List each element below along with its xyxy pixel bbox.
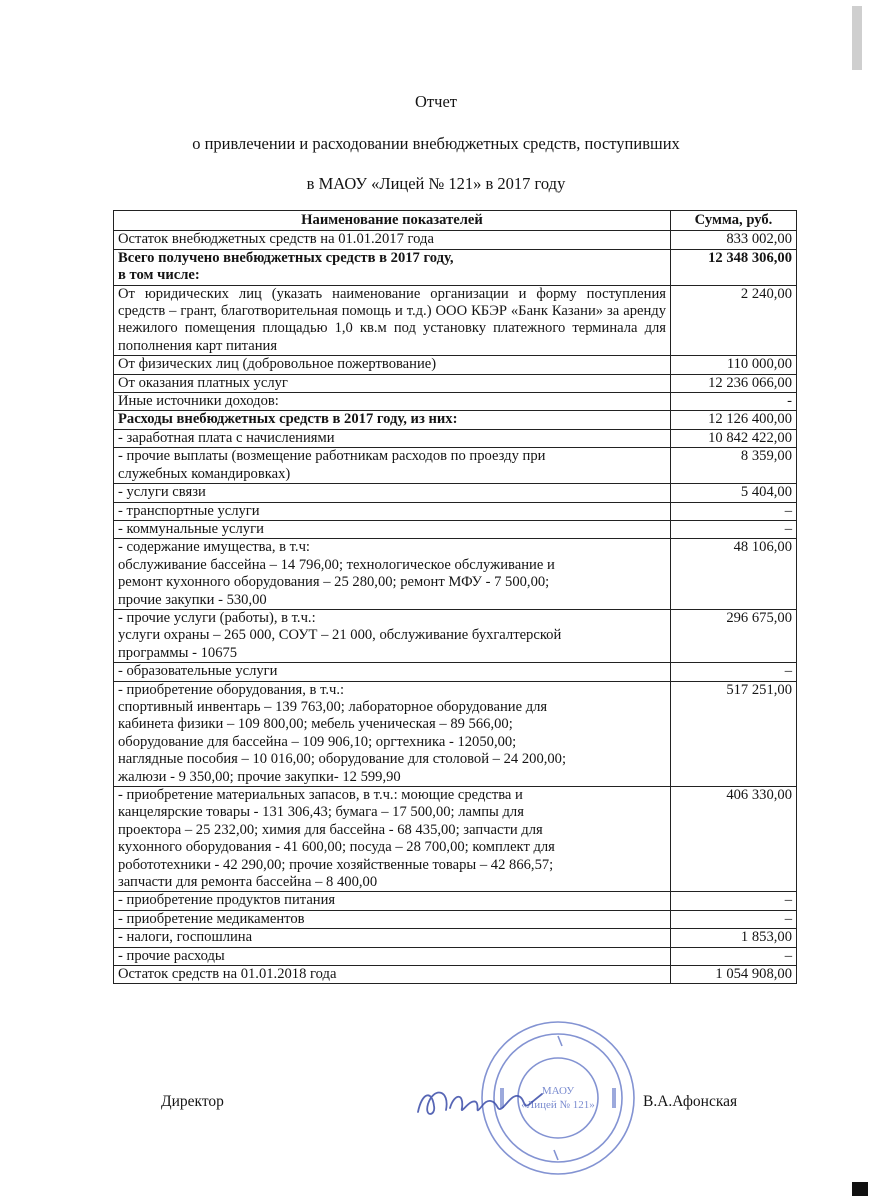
table-row [114, 663, 797, 681]
row-name: Остаток внебюджетных средств на 01.01.2017 года [114, 231, 671, 249]
table-row [114, 448, 797, 484]
table-row [114, 520, 797, 538]
table-row [114, 539, 797, 610]
row-name: От физических лиц (добровольное пожертвование) [114, 356, 671, 374]
row-sum: 5 404,00 [671, 484, 797, 502]
row-sum: 833 002,00 [671, 231, 797, 249]
row-sum: 110 000,00 [671, 356, 797, 374]
row-sum: – [671, 663, 797, 681]
row-sum: 1 054 908,00 [671, 966, 797, 984]
table-row [114, 787, 797, 892]
scan-corner-mark [852, 1182, 868, 1196]
table-row [114, 681, 797, 786]
table-row [114, 411, 797, 429]
director-position-label: Директор [161, 1093, 224, 1110]
row-name: Остаток средств на 01.01.2018 года [114, 966, 671, 984]
row-sum: 10 842 422,00 [671, 429, 797, 447]
table-row [114, 609, 797, 662]
row-name: От юридических лиц (указать наименование организации и форму поступления средств – грант, благотворительная помощь и т.д.) ООО КБЭР «Банк Казани» за аренду нежилого помещения площадью 1,0 кв.м под установку платежного терминала для пополнения карт питания [114, 285, 671, 356]
row-sum: 12 348 306,00 [671, 249, 797, 285]
row-name: - приобретение оборудования, в т.ч.: спортивный инвентарь – 139 763,00; лабораторное оборудование для кабинета физики – 109 800,00; мебель ученическая – 89 566,00; оборудование для бассейна – 109 906,10; оргтехника - 12050,00; наглядные пособия – 10 016,00; оборудование для столовой – 24 200,00; жалюзи - 9 350,00; прочие закупки- 12 599,90 [114, 681, 671, 786]
row-name: - транспортные услуги [114, 502, 671, 520]
table-row [114, 393, 797, 411]
row-name: - приобретение материальных запасов, в т.ч.: моющие средства и канцелярские товары - 131 306,43; бумага – 17 500,00; лампы для проектора – 25 232,00; химия для бассейна - 68 435,00; запчасти для кухонного оборудования - 41 600,00; посуда – 28 700,00; комплект для робототехники - 42 290,00; прочие хозяйственные товары – 42 866,57; запчасти для ремонта бассейна – 8 400,00 [114, 787, 671, 892]
table-row [114, 356, 797, 374]
row-sum: – [671, 502, 797, 520]
table-row [114, 285, 797, 356]
row-sum: – [671, 520, 797, 538]
table-row [114, 966, 797, 984]
table-row [114, 929, 797, 947]
director-name: В.А.Афонская [643, 1093, 738, 1110]
row-name: От оказания платных услуг [114, 374, 671, 392]
table-row [114, 892, 797, 910]
row-sum: – [671, 892, 797, 910]
row-sum: 12 126 400,00 [671, 411, 797, 429]
scan-edge-mark [852, 6, 862, 70]
table-row [114, 249, 797, 285]
row-sum: – [671, 947, 797, 965]
table-row [114, 910, 797, 928]
director-signature [410, 1072, 550, 1128]
row-sum: 406 330,00 [671, 787, 797, 892]
svg-text:«Лицей № 121»: «Лицей № 121» [521, 1099, 595, 1111]
row-name: - приобретение продуктов питания [114, 892, 671, 910]
row-name: - прочие расходы [114, 947, 671, 965]
row-sum: 12 236 066,00 [671, 374, 797, 392]
row-name: - заработная плата с начислениями [114, 429, 671, 447]
column-header-sum: Сумма, руб. [671, 211, 797, 231]
row-sum: – [671, 910, 797, 928]
row-name: - налоги, госпошлина [114, 929, 671, 947]
document-subtitle-line1: о привлечении и расходовании внебюджетных средств, поступивших [192, 134, 680, 153]
row-name: - образовательные услуги [114, 663, 671, 681]
table-row [114, 502, 797, 520]
row-name: - коммунальные услуги [114, 520, 671, 538]
row-name: Иные источники доходов: [114, 393, 671, 411]
table-row [114, 429, 797, 447]
row-sum: 48 106,00 [671, 539, 797, 610]
document-subtitle-line2: в МАОУ «Лицей № 121» в 2017 году [306, 174, 566, 193]
row-sum: 8 359,00 [671, 448, 797, 484]
row-name: - приобретение медикаментов [114, 910, 671, 928]
column-header-name: Наименование показателей [114, 211, 671, 231]
row-name: - услуги связи [114, 484, 671, 502]
row-sum: 296 675,00 [671, 609, 797, 662]
table-row [114, 947, 797, 965]
table-row [114, 484, 797, 502]
row-sum: 1 853,00 [671, 929, 797, 947]
table-row [114, 374, 797, 392]
report-table [113, 210, 797, 984]
row-sum: - [671, 393, 797, 411]
document-title: Отчет [415, 92, 457, 111]
row-sum: 517 251,00 [671, 681, 797, 786]
row-name: Всего получено внебюджетных средств в 2017 году, в том числе: [114, 249, 671, 285]
row-name: - прочие услуги (работы), в т.ч.: услуги охраны – 265 000, СОУТ – 21 000, обслуживание бухгалтерской программы - 10675 [114, 609, 671, 662]
table-header-row [114, 211, 797, 231]
row-name: Расходы внебюджетных средств в 2017 году, из них: [114, 411, 671, 429]
row-name: - прочие выплаты (возмещение работникам расходов по проезду при служебных командировках) [114, 448, 671, 484]
svg-text:МАОУ: МАОУ [541, 1085, 575, 1097]
table-row [114, 231, 797, 249]
row-name: - содержание имущества, в т.ч: обслуживание бассейна – 14 796,00; технологическое обслуживание и ремонт кухонного оборудования – 25 280,00; ремонт МФУ - 7 500,00; прочие закупки - 530,00 [114, 539, 671, 610]
row-sum: 2 240,00 [671, 285, 797, 356]
